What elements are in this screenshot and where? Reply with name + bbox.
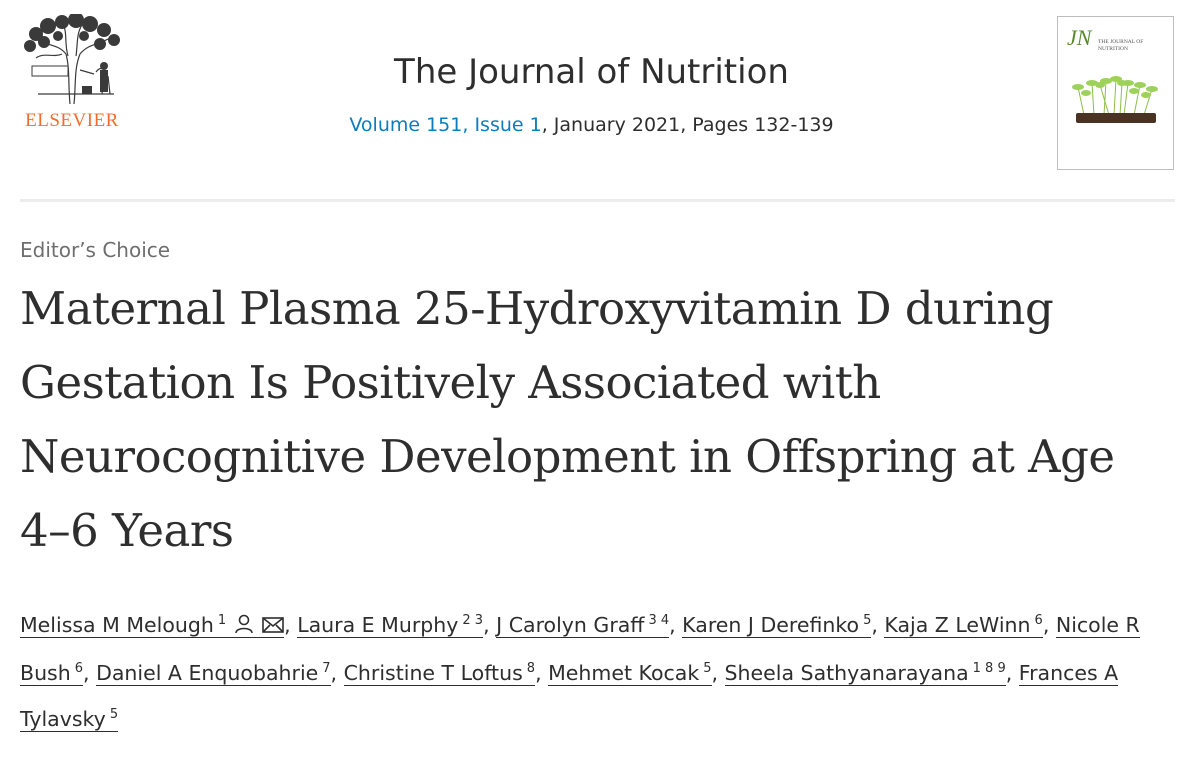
article-type-label: Editor’s Choice	[20, 238, 171, 262]
header-divider	[20, 199, 1175, 202]
person-icon	[234, 606, 254, 648]
author-separator: ,	[535, 661, 549, 685]
author-affiliation-sup: 6	[74, 661, 84, 676]
journal-title-link[interactable]: The Journal of Nutrition	[394, 52, 789, 92]
author-link[interactable]	[548, 661, 711, 686]
cover-abbrev: JN	[1067, 25, 1092, 50]
author-link[interactable]	[96, 661, 330, 686]
author-separator: ,	[711, 661, 725, 685]
author-affiliation-sup: 8	[526, 661, 536, 676]
author-affiliation-sup: 1 8 9	[972, 661, 1006, 676]
author-name: Mehmet Kocak	[548, 661, 700, 685]
author-link[interactable]	[344, 661, 535, 686]
issue-line	[0, 114, 1183, 136]
journal-cover-thumbnail[interactable]	[1057, 16, 1174, 170]
author-link[interactable]	[884, 613, 1042, 638]
author-name: Daniel A Enquobahrie	[96, 661, 319, 685]
author-separator: ,	[669, 613, 683, 637]
author-name: Laura E Murphy	[297, 613, 459, 637]
author-list	[20, 600, 1170, 740]
author-name: J Carolyn Graff	[496, 613, 645, 637]
cover-sprouts-image	[1064, 69, 1168, 129]
author-affiliation-sup: 6	[1034, 613, 1043, 628]
author-separator: ,	[1042, 613, 1056, 637]
author-separator: ,	[83, 661, 97, 685]
article-title: Maternal Plasma 25-Hydroxyvitamin D during Gestation Is Positively Associated with Neurocognitive Development in Offspring at Age 4–6 Years	[20, 282, 1115, 557]
publisher-name: ELSEVIER	[25, 110, 119, 131]
author-affiliation-sup: 3 4	[648, 613, 670, 628]
author-separator: ,	[284, 613, 298, 637]
author-affiliation-sup: 5	[703, 661, 712, 676]
author-separator: ,	[871, 613, 885, 637]
author-separator: ,	[330, 661, 344, 685]
author-link[interactable]	[20, 613, 284, 638]
author-affiliation-sup: 1	[217, 613, 227, 628]
author-name: Sheela Sathyanarayana	[724, 661, 969, 685]
author-name: Frances A Tylavsky	[20, 661, 1119, 731]
author-affiliation-sup: 7	[322, 661, 331, 676]
author-affiliation-sup: 5	[863, 613, 872, 628]
author-link[interactable]	[297, 613, 483, 638]
author-link[interactable]	[496, 613, 669, 638]
author-name: Nicole R Bush	[20, 613, 1140, 685]
envelope-icon	[262, 606, 284, 648]
author-affiliation-sup: 5	[109, 707, 119, 722]
author-name: Karen J Derefinko	[682, 613, 860, 637]
author-link[interactable]	[725, 661, 1006, 686]
author-name: Kaja Z LeWinn	[884, 613, 1031, 637]
author-link[interactable]	[682, 613, 871, 638]
author-affiliation-sup: 2 3	[462, 613, 484, 628]
author-separator: ,	[1005, 661, 1019, 685]
author-name: Melissa M Melough	[20, 613, 214, 637]
issue-link[interactable]: Volume 151, Issue 1	[349, 114, 542, 136]
author-separator: ,	[483, 613, 497, 637]
cover-journal-name: THE JOURNAL OF NUTRITION	[1098, 39, 1144, 52]
issue-details: , January 2021, Pages 132-139	[541, 114, 834, 136]
author-name: Christine T Loftus	[343, 661, 523, 685]
